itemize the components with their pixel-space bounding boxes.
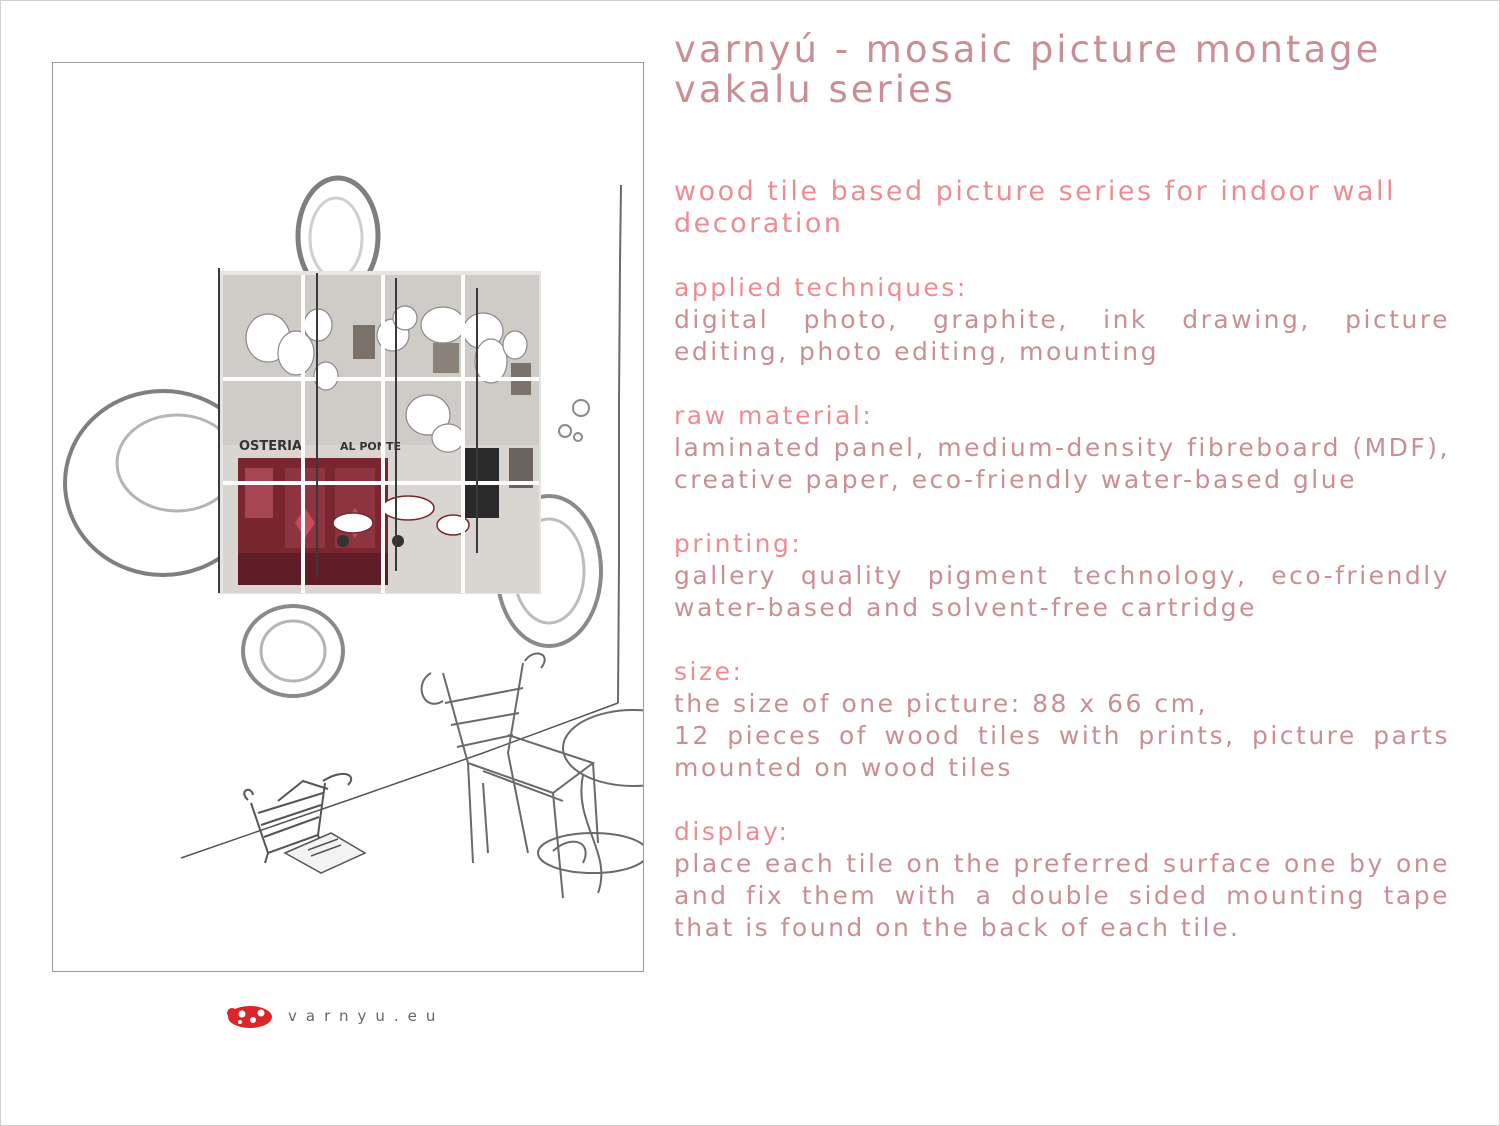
section-heading-techniques: applied techniques:	[674, 273, 968, 302]
section-heading-display: display:	[674, 817, 790, 846]
product-illustration	[52, 62, 644, 972]
ladybug-logo-icon	[226, 1003, 274, 1029]
section-text-display: place each tile on the preferred surface one by one and fix them with a double sided mounting tape that is found on the back of each tile.	[674, 849, 1450, 942]
chair-drawing	[422, 654, 598, 898]
section-text-techniques: digital photo, graphite, ink drawing, picture editing, photo editing, mounting	[674, 305, 1450, 366]
section-text-size: the size of one picture: 88 x 66 cm,	[674, 689, 1208, 718]
page-subtitle: vakalu series	[674, 68, 957, 111]
page-title: varnyú - mosaic picture montage	[674, 28, 1382, 71]
product-info	[674, 30, 1450, 944]
section-heading-material: raw material:	[674, 401, 874, 430]
book-drawing	[285, 833, 365, 873]
section-heading-printing: printing:	[674, 529, 803, 558]
brand-url: varnyu.eu	[288, 1007, 445, 1025]
mosaic-wall-illustration	[53, 63, 643, 971]
mosaic-picture	[219, 268, 541, 594]
shop-sign: OSTERIA	[239, 439, 303, 454]
svg-text:AL PONTE: AL PONTE	[340, 440, 401, 453]
section-text-size-detail: 12 pieces of wood tiles with prints, picture parts mounted on wood tiles	[674, 721, 1450, 782]
brand-logo[interactable]	[226, 1003, 444, 1029]
intro-text: wood tile based picture series for indoor wall decoration	[674, 176, 1396, 239]
section-heading-size: size:	[674, 657, 744, 686]
section-text-material: laminated panel, medium-density fibreboard (MDF), creative paper, eco-friendly water-based glue	[674, 433, 1450, 494]
section-text-printing: gallery quality pigment technology, eco-friendly water-based and solvent-free cartridge	[674, 561, 1450, 622]
